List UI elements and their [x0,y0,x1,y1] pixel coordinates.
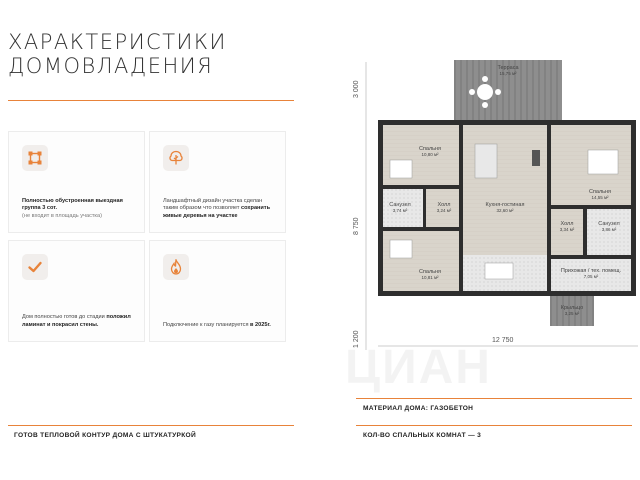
check-icon [22,254,48,280]
room-area: 14,55 м² [591,195,609,200]
page-title [8,30,227,78]
sofa [475,144,497,178]
flame-icon [163,254,189,280]
room-label: Спальня [418,269,442,275]
room-label: Терраса [497,65,519,71]
feature-text [163,198,277,220]
bedrooms-divider [356,425,632,426]
tree-icon [163,145,189,171]
bed-2 [390,240,412,258]
material-divider [356,398,632,399]
title-line-2: ДОМОВЛАДЕНИЯ [8,54,214,78]
room-label: Санузел [389,202,411,208]
feature-text [163,322,277,329]
title-line-1: ХАРАКТЕРИСТИКИ [8,30,227,54]
room-area: 3,34 м² [559,227,575,232]
contour-divider [8,425,294,426]
title-divider [8,100,294,101]
feature-bold: положил ламинат и покрасил стены. [22,314,131,328]
feature-bold: сохранить живые деревья на участке [163,205,271,219]
room-label: Санузел [598,221,620,227]
corner-square-icon [22,145,48,171]
room-area: 15,75 м² [499,71,517,76]
room-bathroom-2 [587,209,631,255]
room-area: 3,24 м² [436,208,452,213]
room-area: 10,81 м² [421,275,439,280]
room-hall-2 [551,209,583,255]
room-area: 10,80 м² [421,152,439,157]
room-label: Спальня [418,146,442,152]
room-label: Холл [437,202,451,208]
dim-width: 12 750 [492,337,514,344]
bedrooms-info: КОЛ-ВО СПАЛЬНЫХ КОМНАТ — 3 [363,432,482,439]
room-area: 3,74 м² [392,208,408,213]
contour-info: ГОТОВ ТЕПЛОВОЙ КОНТУР ДОМА С ШТУКАТУРКОЙ [14,432,196,439]
room-label: Спальня [588,189,612,195]
tv-unit [532,150,540,166]
bed-1 [390,160,412,178]
room-label: Прихожая / тех. помещ. [560,268,622,274]
room-label: Крыльцо [560,305,584,311]
terrace-table [477,84,493,100]
dim-bottom-left: 1 200 [353,330,360,348]
dining-table [485,263,513,279]
room-label: Кухня-гостиная [485,202,525,208]
room-label: Холл [560,221,574,227]
material-info: МАТЕРИАЛ ДОМА: ГАЗОБЕТОН [363,405,474,412]
feature-card-entry-group [8,131,145,233]
feature-text [22,198,136,220]
feature-card-landscape [149,131,286,233]
room-area: 3,25 м² [564,311,580,316]
feature-pre: Подключение к газу планируется [163,321,251,328]
feature-pre: Ландшафтный дизайн участка сделан таким образом что позволяет [163,197,263,212]
bed-3 [588,150,618,174]
feature-bold: Полностью обустроенная выездная группа 3 сот. [22,197,123,212]
feature-card-ready [8,240,145,342]
feature-pre: Дом полностью готов до стадии [22,314,107,321]
room-area: 32,60 м² [496,208,514,213]
dim-top: 3 000 [353,80,360,98]
floor-plan [350,60,640,360]
dim-left: 8 750 [353,217,360,235]
feature-muted: (не входит в площадь участка) [22,212,102,219]
feature-card-gas [149,240,286,342]
room-area: 3,86 м² [601,227,617,232]
feature-text [22,314,136,329]
feature-bold: в 2025г. [250,321,271,328]
room-area: 7,05 м² [583,274,599,279]
